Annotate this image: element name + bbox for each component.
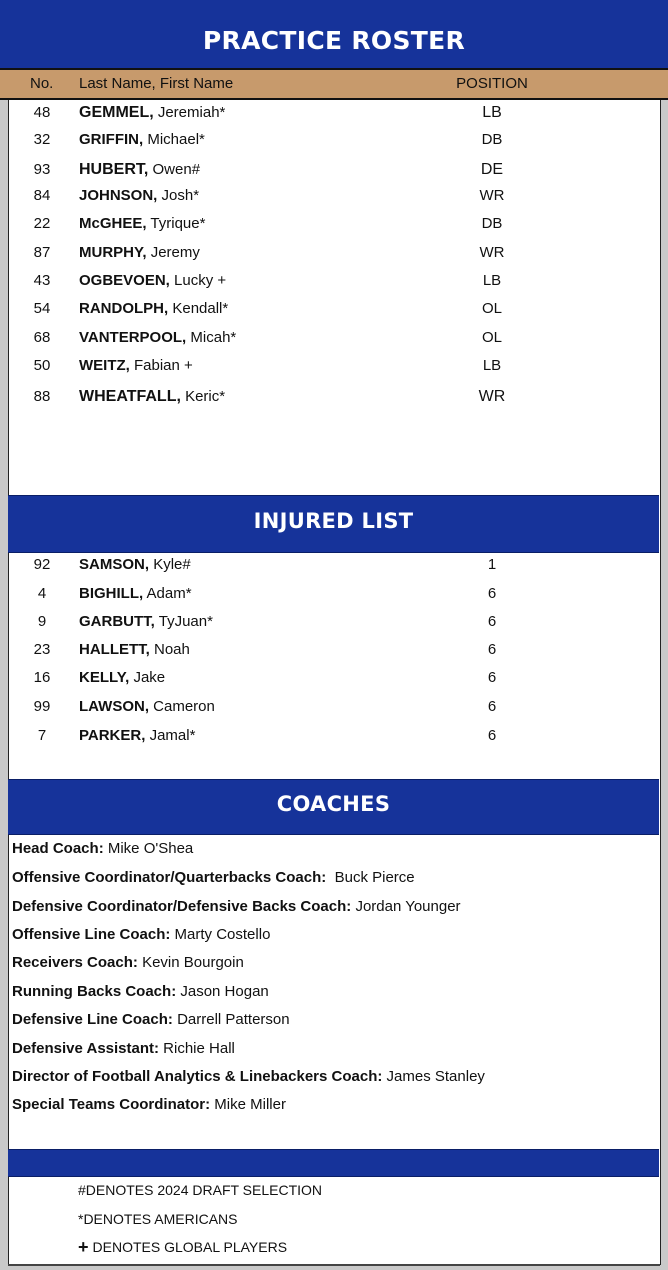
player-name [79,297,228,321]
legend-global-text: DENOTES GLOBAL PLAYERS [92,1239,288,1255]
player-position: LB [482,357,502,374]
coach-name: Kevin Bourgoin [142,954,244,971]
player-number: 4 [37,585,47,602]
coach-role: Director of Football Analytics & Linebackers Coach: [12,1068,383,1085]
coach-name: Jordan Younger [355,898,461,915]
player-number: 22 [33,215,51,232]
coach-role: Defensive Assistant: [12,1040,159,1057]
column-header-name: Last Name, First Name [79,75,234,92]
player-last-name: McGHEE, [79,215,147,232]
coach-role: Head Coach: [12,840,104,857]
player-name [79,241,200,265]
list-item [12,981,269,1003]
player-number: 32 [33,131,51,148]
coach-name: Richie Hall [163,1040,235,1057]
coach-name: James Stanley [386,1068,485,1085]
player-first-name: Jamal* [149,727,196,744]
coach-name: Buck Pierce [334,869,415,886]
player-position: OL [481,329,502,346]
table-row [0,553,668,577]
player-position: WR [478,388,506,405]
page-title: PRACTICE ROSTER [0,0,668,68]
player-last-name: MURPHY, [79,244,147,261]
list-item [12,867,415,889]
injury-list-designation: 6 [487,698,497,715]
player-name [79,326,236,350]
player-name [79,666,165,690]
player-first-name: Keric* [185,388,226,405]
list-item [12,838,193,860]
legend-draft: #DENOTES 2024 DRAFT SELECTION [78,1182,323,1198]
injured-list-header: INJURED LIST [8,495,659,553]
coach-role: Receivers Coach: [12,954,138,971]
player-last-name: PARKER, [79,727,146,744]
player-number: 99 [33,698,51,715]
player-position: OL [481,300,502,317]
player-last-name: HUBERT, [79,161,149,178]
coach-name: Jason Hogan [180,983,269,1000]
coach-role: Defensive Coordinator/Defensive Backs Coach: [12,898,352,915]
player-last-name: WEITZ, [79,357,130,374]
player-first-name: Jeremy [150,244,200,261]
player-name [79,582,192,606]
player-name [79,158,200,182]
table-row [0,297,668,321]
legend-divider-bar [8,1149,659,1177]
legend-americans: *DENOTES AMERICANS [78,1211,238,1227]
player-last-name: SAMSON, [79,556,150,573]
player-last-name: GEMMEL, [79,104,154,121]
player-last-name: KELLY, [79,669,130,686]
player-first-name: Kendall* [172,300,229,317]
player-number: 87 [33,244,51,261]
player-number: 88 [33,388,51,405]
player-last-name: BIGHILL, [79,585,144,602]
player-last-name: LAWSON, [79,698,149,715]
table-row [0,385,668,409]
player-number: 23 [33,641,51,658]
table-row [0,610,668,634]
player-last-name: VANTERPOOL, [79,329,187,346]
player-name [79,354,193,378]
player-position: LB [482,104,502,121]
table-row [0,101,668,125]
player-last-name: RANDOLPH, [79,300,169,317]
column-header-no: No. [30,75,54,92]
legend-global [78,1237,287,1257]
list-item [12,924,270,946]
player-last-name: OGBEVOEN, [79,272,170,289]
player-name [79,695,215,719]
player-position: WR [479,187,505,204]
player-number: 50 [33,357,51,374]
player-number: 48 [33,104,51,121]
table-row [0,695,668,719]
player-number: 84 [33,187,51,204]
coach-name: Darrell Patterson [177,1011,290,1028]
list-item [12,896,461,918]
player-number: 68 [33,329,51,346]
table-row [0,241,668,265]
player-first-name: TyJuan* [158,613,213,630]
table-row [0,269,668,293]
player-number: 54 [33,300,51,317]
injury-list-designation: 6 [487,727,497,744]
player-name [79,212,205,236]
player-position: LB [482,272,502,289]
player-name [79,269,226,293]
list-item [12,1066,485,1088]
player-first-name: Noah [154,641,190,658]
player-name [79,184,199,208]
list-item [12,1009,290,1031]
player-first-name: Fabian + [134,357,193,374]
list-item [12,1094,286,1116]
player-first-name: Tyrique* [150,215,206,232]
table-row [0,326,668,350]
player-number: 9 [37,613,47,630]
coach-role: Defensive Line Coach: [12,1011,173,1028]
table-row [0,158,668,182]
player-last-name: JOHNSON, [79,187,158,204]
player-name [79,724,195,748]
player-first-name: Kyle# [153,556,191,573]
table-row [0,638,668,662]
player-name [79,553,191,577]
player-first-name: Cameron [153,698,215,715]
table-row [0,184,668,208]
player-number: 92 [33,556,51,573]
list-item [12,1038,235,1060]
player-name [79,638,190,662]
player-name [79,385,225,409]
player-last-name: HALLETT, [79,641,150,658]
player-last-name: GRIFFIN, [79,131,144,148]
player-position: WR [479,244,505,261]
player-number: 43 [33,272,51,289]
injury-list-designation: 6 [487,641,497,658]
coach-name: Mike O'Shea [107,840,194,857]
player-last-name: GARBUTT, [79,613,155,630]
table-row [0,724,668,748]
table-row [0,666,668,690]
player-position: DB [481,215,503,232]
player-position: DB [481,131,503,148]
coach-role: Special Teams Coordinator: [12,1096,211,1113]
player-name [79,101,225,125]
column-header-row [0,68,668,100]
player-first-name: Josh* [161,187,200,204]
player-number: 7 [37,727,47,744]
table-row [0,212,668,236]
table-row [0,128,668,152]
injury-list-designation: 6 [487,585,497,602]
coach-name: Mike Miller [214,1096,286,1113]
injury-list-designation: 6 [487,613,497,630]
player-name [79,610,213,634]
injury-list-designation: 1 [487,556,497,573]
player-first-name: Owen# [152,161,201,178]
player-number: 93 [33,161,51,178]
coach-role: Offensive Line Coach: [12,926,171,943]
player-first-name: Jeremiah* [157,104,226,121]
player-last-name: WHEATFALL, [79,388,181,405]
plus-icon: + [78,1237,89,1257]
column-header-position: POSITION [456,75,528,92]
player-first-name: Micah* [190,329,237,346]
player-name [79,128,205,152]
coach-name: Marty Costello [174,926,271,943]
sheet-bottom-border [8,1264,660,1266]
table-row [0,582,668,606]
player-first-name: Lucky + [174,272,227,289]
player-number: 16 [33,669,51,686]
player-first-name: Jake [133,669,166,686]
coach-role: Running Backs Coach: [12,983,177,1000]
player-first-name: Adam* [146,585,192,602]
coach-role: Offensive Coordinator/Quarterbacks Coach: [12,869,327,886]
list-item [12,952,244,974]
injury-list-designation: 6 [487,669,497,686]
player-position: DE [480,161,504,178]
player-first-name: Michael* [147,131,205,148]
table-row [0,354,668,378]
coaches-header: COACHES [8,779,659,835]
